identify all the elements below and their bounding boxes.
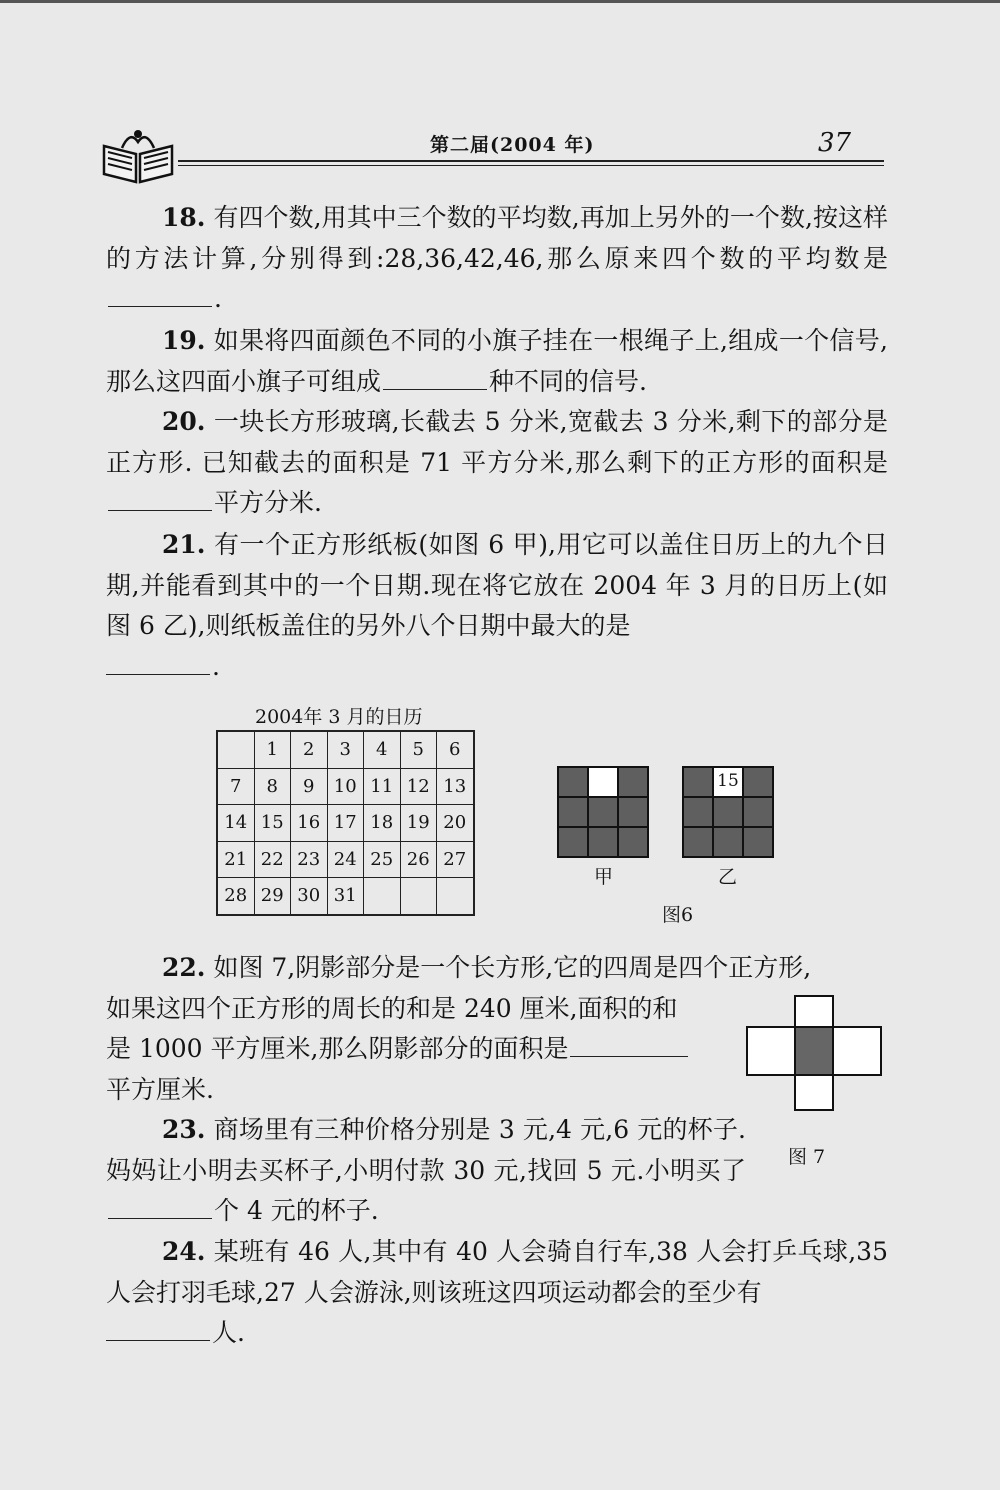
calendar-cell: 1 [254, 731, 291, 768]
question-text: 商场里有三种价格分别是 3 元,4 元,6 元的杯子.妈妈让小明去买杯子,小明付款 30 元,找回 5 元.小明买了 [106, 1115, 746, 1185]
calendar-title: 2004年 3 月的日历 [255, 706, 423, 728]
calendar-cell: 11 [364, 768, 401, 805]
calendar-cell: 20 [437, 805, 474, 842]
question-text-end: 个 4 元的杯子. [214, 1196, 379, 1225]
calendar-cell: 19 [400, 805, 437, 842]
question-line-1: 如图 7,阴影部分是一个长方形,它的四周是四个正方形, [205, 953, 812, 982]
figure-7-caption: 图 7 [788, 1146, 826, 1168]
calendar-table [216, 730, 475, 916]
figure-6-caption: 图6 [662, 904, 694, 926]
question-text: 有一个正方形纸板(如图 6 甲),用它可以盖住日历上的九个日期,并能看到其中的一个日期.现在将它放在 2004 年 3 月的日历上(如图 6 乙),则纸板盖住的另外八个日期中最大的是 [106, 530, 888, 640]
question-line-2: 如果这四个正方形的周长的和是 240 厘米,面积的和 [106, 993, 678, 1023]
calendar-row [217, 841, 474, 878]
question-text-end: 平方分米. [214, 488, 322, 517]
question-text-end: 种不同的信号. [489, 366, 647, 396]
question-text: 某班有 46 人,其中有 40 人会骑自行车,38 人会打乒乓球,35 人会打羽毛球,27 人会游泳,则该班这四项运动都会的至少有 [106, 1237, 888, 1307]
running-title: 第二届(2004 年) [430, 134, 595, 156]
calendar-cell: 13 [437, 768, 474, 805]
calendar-cell: 29 [254, 878, 291, 915]
question-text: 一块长方形玻璃,长截去 5 分米,宽截去 3 分米,剩下的部分是正方形. 已知截去的面积是 71 平方分米,那么剩下的正方形的面积是 [106, 407, 888, 477]
question-number: 23. [162, 1115, 206, 1144]
answer-blank[interactable] [383, 367, 487, 390]
header-rule [178, 160, 884, 162]
calendar-cell: 9 [291, 768, 328, 805]
calendar-cell: 24 [327, 841, 364, 878]
calendar-cell: 15 [254, 805, 291, 842]
calendar-cell: 17 [327, 805, 364, 842]
question-20 [106, 402, 888, 524]
answer-blank[interactable] [106, 1318, 210, 1341]
calendar-cell [217, 731, 254, 768]
calendar-cell: 23 [291, 841, 328, 878]
calendar-cell: 8 [254, 768, 291, 805]
answer-blank[interactable] [570, 1034, 688, 1057]
calendar-cell: 21 [217, 841, 254, 878]
label-jia: 甲 [594, 866, 614, 888]
question-number: 21. [162, 530, 206, 559]
visible-date: 15 [717, 771, 739, 791]
page-top-edge [0, 0, 1000, 3]
question-text-end: 人. [212, 1318, 245, 1347]
answer-blank[interactable] [108, 1196, 212, 1219]
page-number: 37 [818, 128, 852, 158]
calendar-cell: 10 [327, 768, 364, 805]
question-24 [106, 1232, 888, 1354]
question-23 [106, 1110, 746, 1232]
question-number: 19. [162, 326, 206, 355]
calendar-cell: 31 [327, 878, 364, 915]
question-21 [106, 525, 888, 687]
question-line-4: 平方厘米. [106, 1074, 214, 1104]
calendar-cell: 25 [364, 841, 401, 878]
calendar-cell [400, 878, 437, 915]
question-18 [106, 198, 888, 320]
header-rule-thin [178, 165, 884, 166]
calendar-row [217, 768, 474, 805]
calendar-cell: 26 [400, 841, 437, 878]
calendar-cell: 3 [327, 731, 364, 768]
answer-blank[interactable] [106, 652, 210, 675]
question-text-end: . [212, 651, 220, 681]
question-number: 22. [162, 953, 206, 982]
label-yi: 乙 [718, 866, 738, 888]
question-text: 如果将四面颜色不同的小旗子挂在一根绳子上,组成一个信号,那么这四面小旗子可组成 [106, 326, 888, 396]
calendar-cell: 6 [437, 731, 474, 768]
calendar-row [217, 805, 474, 842]
calendar-cell: 28 [217, 878, 254, 915]
calendar-row [217, 731, 474, 768]
page-header [100, 120, 890, 190]
question-19 [106, 321, 888, 402]
question-number: 20. [162, 407, 206, 436]
calendar-cell: 12 [400, 768, 437, 805]
calendar-row [217, 878, 474, 915]
question-number: 18. [162, 203, 206, 232]
open-book-icon [100, 124, 176, 184]
question-text-end: . [214, 284, 222, 313]
question-line-3: 是 1000 平方厘米,那么阴影部分的面积是 [106, 1034, 569, 1063]
calendar-cell: 16 [291, 805, 328, 842]
calendar-cell: 7 [217, 768, 254, 805]
calendar-cell: 27 [437, 841, 474, 878]
calendar-cell [364, 878, 401, 915]
calendar-cell: 4 [364, 731, 401, 768]
answer-blank[interactable] [108, 488, 212, 511]
calendar-cell: 22 [254, 841, 291, 878]
calendar-cell [437, 878, 474, 915]
calendar-cell: 5 [400, 731, 437, 768]
calendar-cell: 2 [291, 731, 328, 768]
calendar-cell: 14 [217, 805, 254, 842]
calendar-cell: 30 [291, 878, 328, 915]
question-text: 有四个数,用其中三个数的平均数,再加上另外的一个数,按这样的方法计算,分别得到:28,36,42,46,那么原来四个数的平均数是 [106, 203, 888, 273]
calendar-cell: 18 [364, 805, 401, 842]
answer-blank[interactable] [108, 284, 212, 307]
figure-7-cross [746, 995, 882, 1111]
question-number: 24. [162, 1237, 206, 1266]
cover-board-jia [557, 766, 649, 858]
